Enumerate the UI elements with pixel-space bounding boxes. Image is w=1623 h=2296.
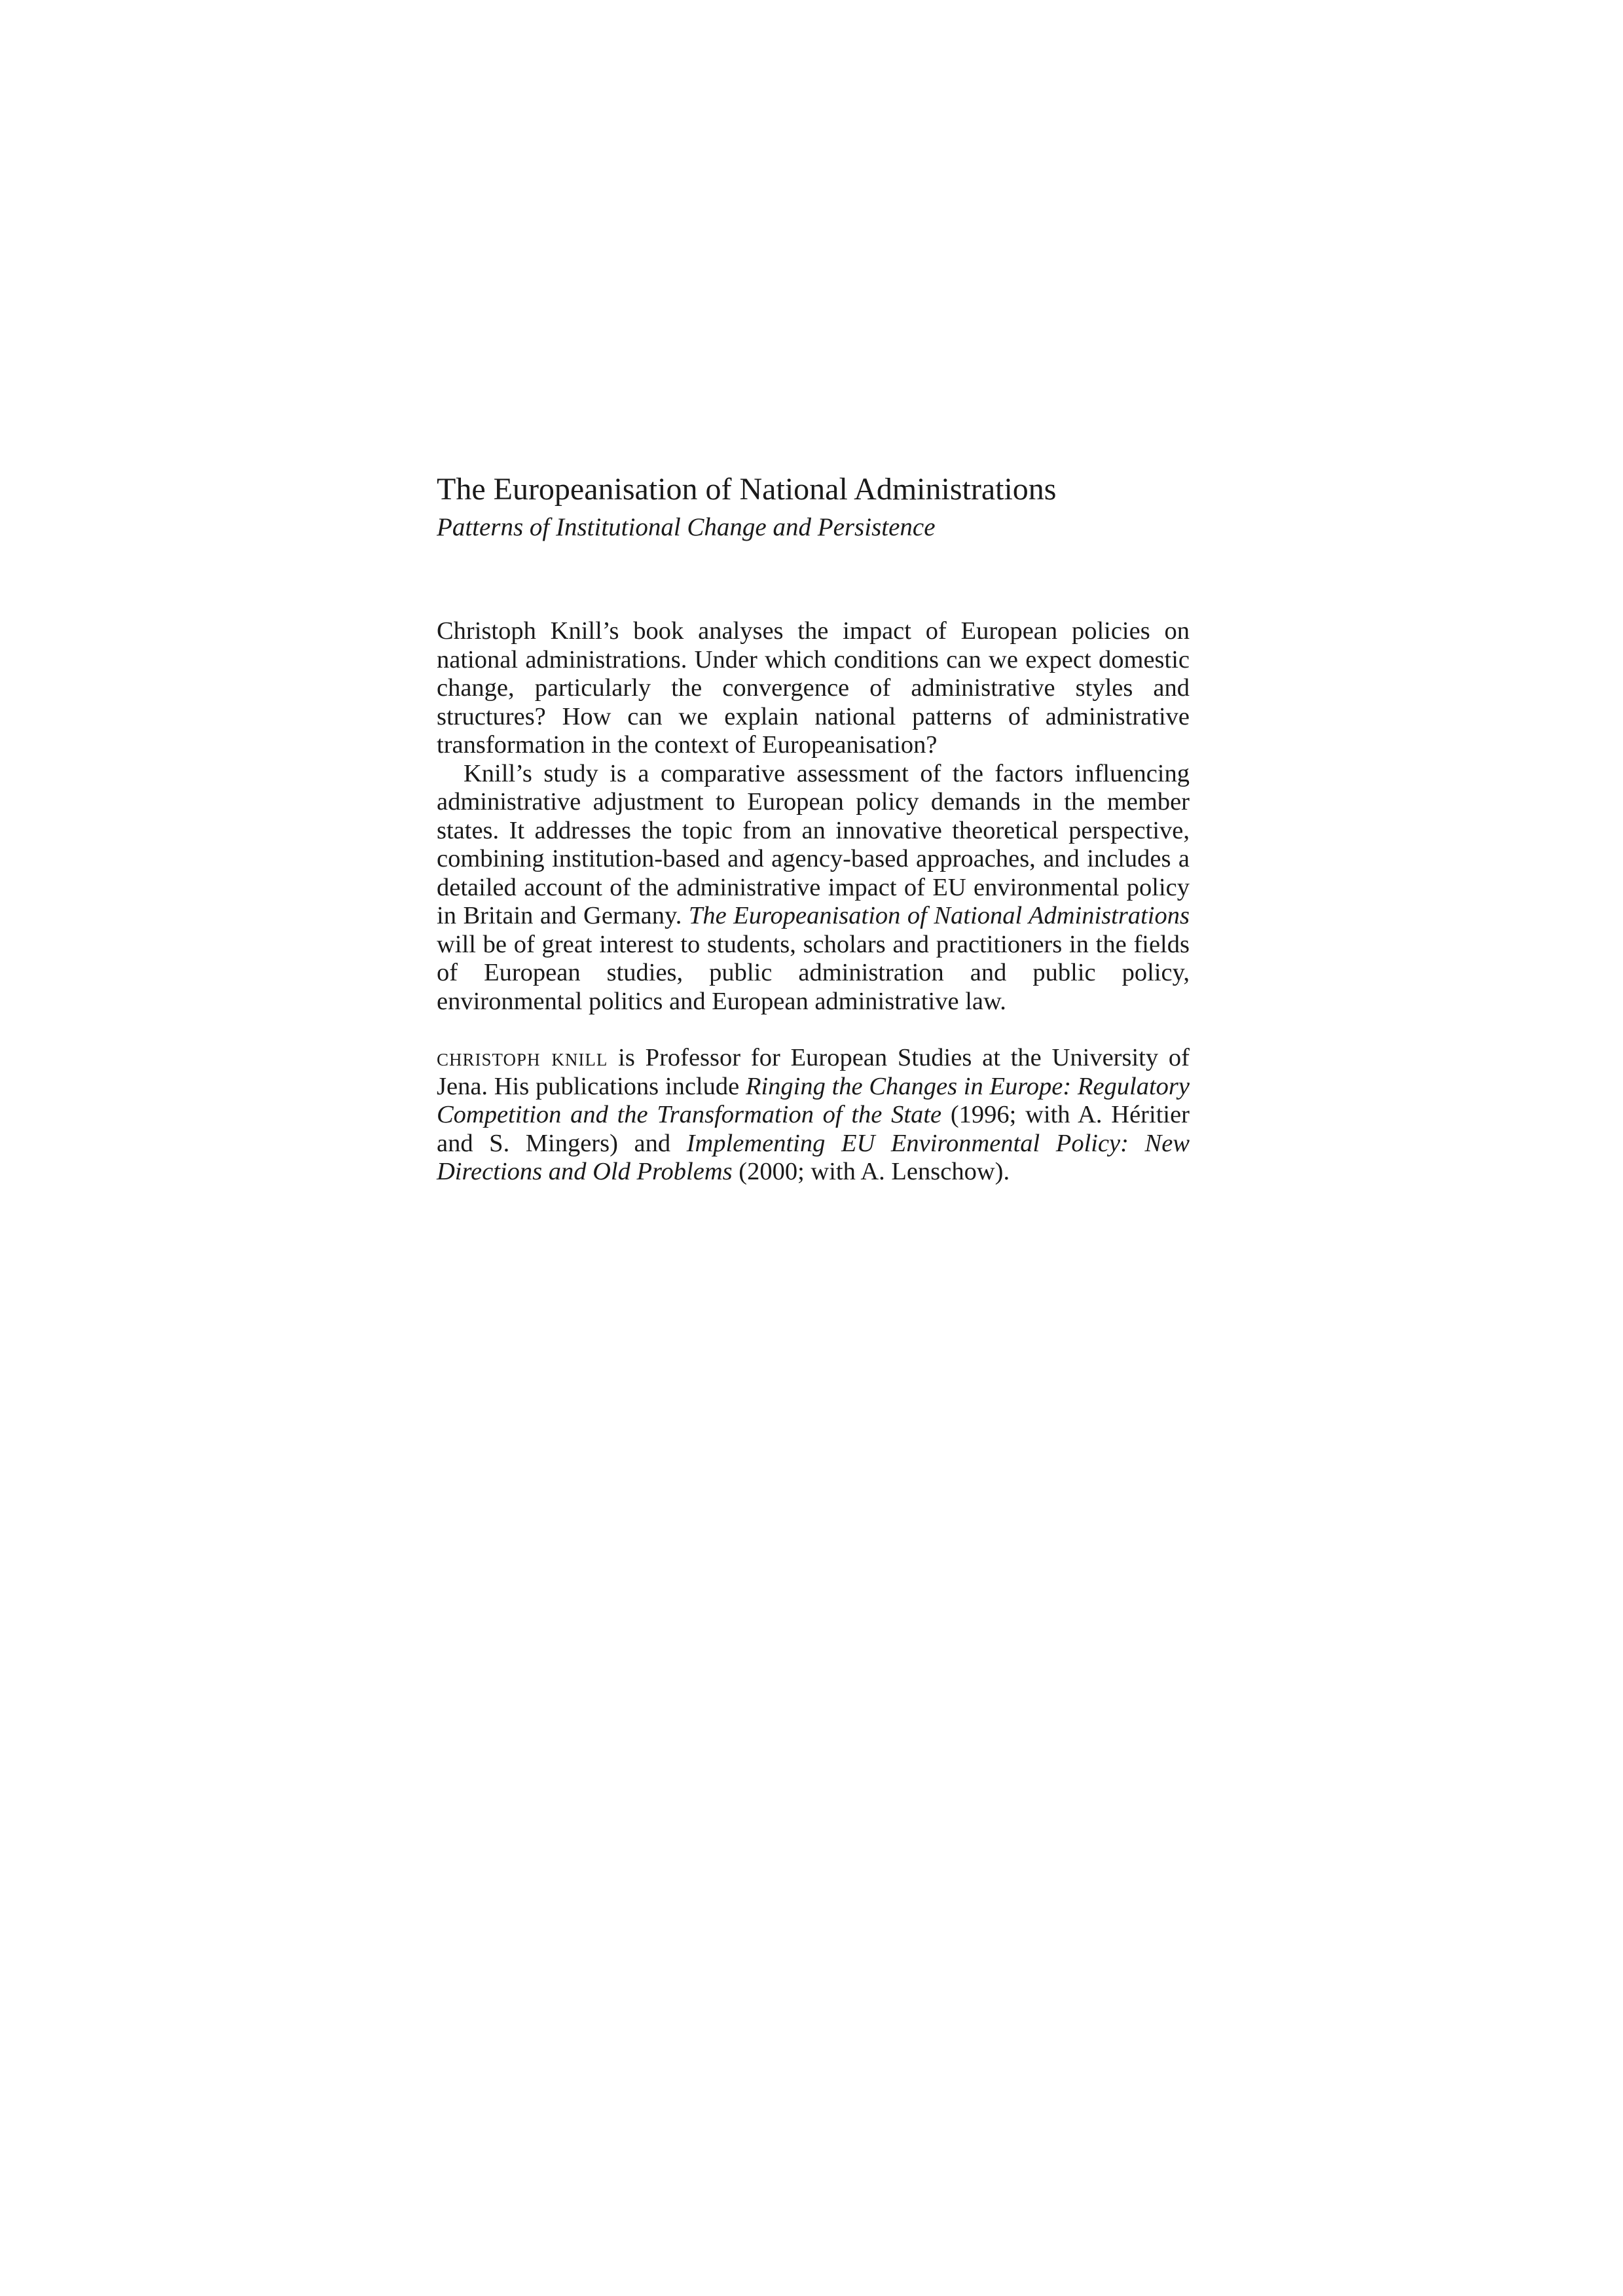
bio-text-1: is Professor for European Studies at the University of Jena. His publications include <box>437 1044 1190 1100</box>
author-bio <box>437 1044 1190 1187</box>
description-paragraph-2 <box>437 760 1190 1016</box>
author-bio-paragraph <box>437 1044 1190 1187</box>
book-title-inline: The Europeanisation of National Administrations <box>688 902 1190 929</box>
book-description <box>437 617 1190 1016</box>
book-blurb-page <box>437 470 1190 1187</box>
publication-title-2: Implementing EU Environmental Policy: New Directions and Old Problems <box>437 1129 1190 1185</box>
publication-title-1: Ringing the Changes in Europe: Regulatory Competition and the Transformation of the State <box>437 1072 1190 1128</box>
bio-text-3: (2000; with A. Lenschow). <box>732 1158 1010 1185</box>
description-text: Knill’s study is a comparative assessment of the factors influencing administrative adjustment to European policy demands in the member states. It addresses the topic from an innovative theoretical perspective, combining institution-based and agency-based approaches, and includes a detailed account of the administrative impact of EU environmental policy in Britain and Germany. <box>437 759 1190 929</box>
author-name: christoph knill <box>437 1044 608 1071</box>
bio-text-2: (1996; with A. Héritier and S. Mingers) and <box>437 1101 1190 1157</box>
description-paragraph-1: Christoph Knill’s book analyses the impact of European policies on national administrations. Under which conditions can we expect domestic change, particularly the convergence of administrative styles and structures? How can we explain national patterns of administrative transformation in the context of Europeanisation? <box>437 617 1190 759</box>
book-title: The Europeanisation of National Administrations <box>437 472 1057 507</box>
description-text-continued: will be of great interest to students, scholars and practitioners in the fields of European studies, public administration and public policy, environmental politics and European administrative law. <box>437 930 1190 1015</box>
book-subtitle: Patterns of Institutional Change and Persistence <box>437 513 936 541</box>
